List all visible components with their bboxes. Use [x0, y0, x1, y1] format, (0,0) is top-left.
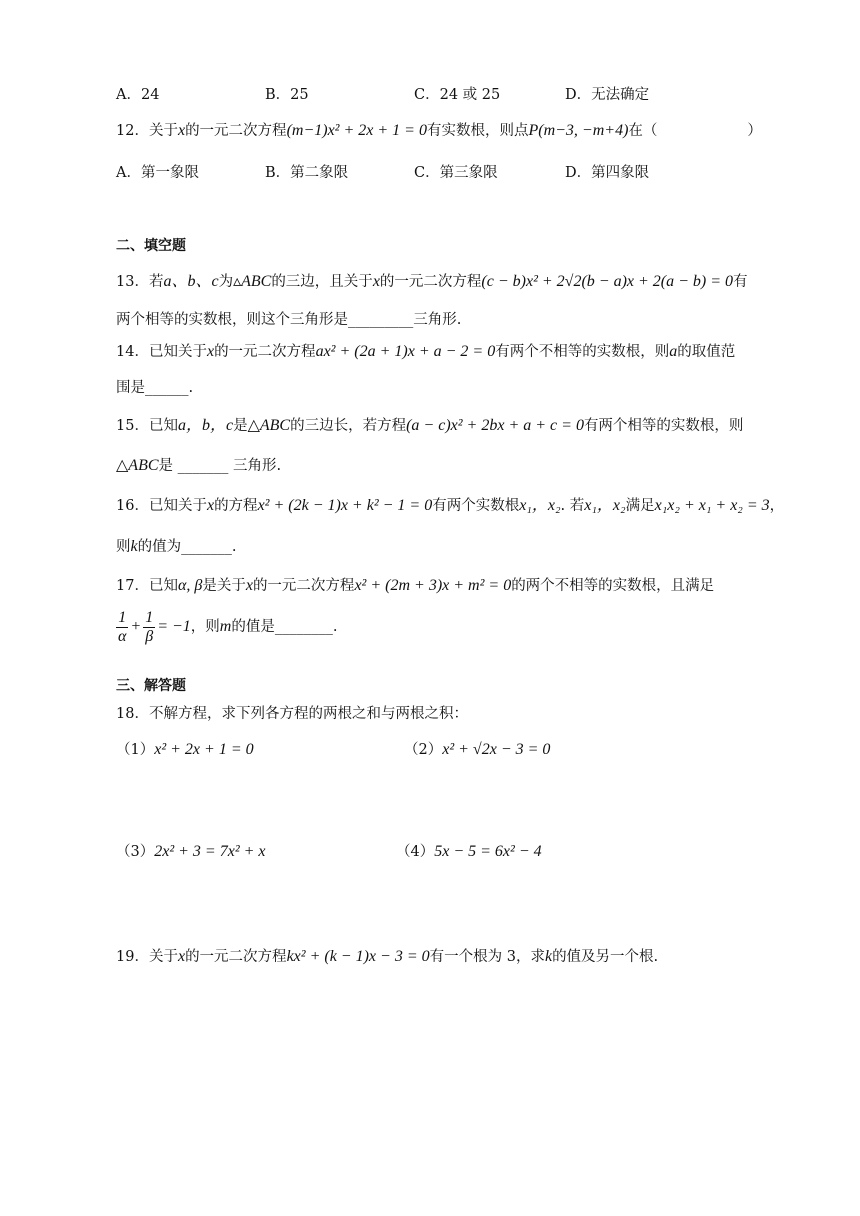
q19-lead: 19．关于 — [116, 949, 178, 965]
q15-tail: 有两个相等的实数根，则 — [583, 418, 744, 434]
q17-lead: 17．已知 — [116, 578, 178, 594]
q15-line2 — [116, 456, 281, 476]
q15-triangle: △ABC — [247, 417, 291, 434]
q17-line2 — [114, 608, 337, 646]
q19-mid1: 的一元二次方程 — [185, 949, 287, 965]
q16-roots: x₁，x₂ — [519, 497, 561, 514]
q14-var-x: x — [206, 343, 215, 360]
q16-roots2: x₁，x₂ — [584, 497, 626, 514]
q19-mid2: 有一个根为 3，求 — [429, 949, 545, 965]
q11-option-c: C．24 或 25 — [414, 87, 501, 103]
q12-option-b: B．第二象限 — [265, 165, 349, 181]
q19-equation: kx² + (k − 1)x − 3 = 0 — [286, 948, 430, 965]
q13-mid1: 为 — [218, 274, 234, 290]
q13-tail: 有 — [733, 274, 748, 290]
q14-mid2: 有两个不相等的实数根，则 — [495, 344, 670, 360]
section-fill-in-title: 二、填空题 — [116, 238, 186, 254]
q15-vars: a，b，c — [177, 417, 234, 434]
q14-var-a: a — [669, 343, 678, 360]
q17-fraction-alpha — [116, 609, 128, 646]
q16-line2-lead: 则 — [116, 539, 131, 555]
q13-triangle: ▵ABC — [233, 273, 272, 290]
q16-var-k: k — [130, 538, 138, 555]
q12-option-d: D．第四象限 — [565, 165, 650, 181]
q13-equation: (c − b)x² + 2√2(b − a)x + 2(a − b) = 0 — [481, 273, 734, 290]
q12-mid2: 有实数根，则点 — [426, 123, 529, 139]
section-answer-title: 三、解答题 — [116, 678, 186, 694]
q18-part2 — [404, 740, 550, 760]
q13-lead: 13．若 — [116, 274, 164, 290]
q12-lead: 12．关于 — [116, 123, 178, 139]
q16-line2 — [116, 537, 236, 557]
q15-mid2: 的三边长，若方程 — [290, 418, 407, 434]
q15-line2-text: 是 _______ 三角形. — [158, 458, 282, 474]
q16-line2-text: 的值为_______. — [137, 539, 237, 555]
q17-rhs: = −1 — [157, 618, 191, 635]
q17-plus: + — [130, 618, 142, 635]
q13-mid3: 的一元二次方程 — [379, 274, 482, 290]
q12-close-paren: ） — [747, 123, 762, 139]
q15-lead: 15．已知 — [116, 418, 178, 434]
q19-var-x: x — [177, 948, 186, 965]
q17-var-m: m — [219, 618, 232, 635]
q17-frac2-den: β — [145, 627, 154, 645]
q19-tail: 的值及另一个根. — [552, 949, 659, 965]
q17-frac1-den: α — [118, 627, 127, 645]
q16-mid1: 的方程 — [214, 498, 258, 514]
q16-lead: 16．已知关于 — [116, 498, 207, 514]
q17-mid2: 的一元二次方程 — [252, 578, 355, 594]
q17-equation: x² + (2m + 3)x + m² = 0 — [354, 577, 512, 594]
q16-line1 — [116, 496, 784, 516]
q12-option-a: A．第一象限 — [116, 165, 199, 181]
q16-mid4: 满足 — [625, 498, 655, 514]
q16-mid2: 有两个实数根 — [432, 498, 520, 514]
q12-var-x: x — [177, 122, 186, 139]
q12-point: P(m−3, −m+4) — [528, 122, 629, 139]
q11-option-b: B．25 — [265, 87, 309, 103]
q12-option-c: C．第三象限 — [414, 165, 498, 181]
q17-line1 — [116, 576, 714, 596]
q14-equation: ax² + (2a + 1)x + a − 2 = 0 — [315, 343, 496, 360]
q18-stem: 18．不解方程，求下列各方程的两根之和与两根之积： — [116, 706, 468, 722]
q13-line2: 两个相等的实数根，则这个三角形是_________三角形. — [116, 312, 462, 328]
q18-part2-label: （2） — [404, 742, 443, 758]
q13-vars: a、b、c — [163, 273, 219, 290]
q14-mid1: 的一元二次方程 — [214, 344, 316, 360]
q17-vars: α, β — [177, 577, 203, 594]
q13-mid2: 的三边，且关于 — [271, 274, 373, 290]
q16-equation: x² + (2k − 1)x + k² − 1 = 0 — [257, 497, 433, 514]
q13-var-x: x — [372, 273, 380, 290]
q16-var-x: x — [206, 497, 215, 514]
q18-part3 — [116, 842, 266, 862]
q16-mid3: . 若 — [560, 498, 585, 514]
q15-line1 — [116, 416, 743, 436]
q19-var-k: k — [544, 948, 553, 965]
q17-frac2-num: 1 — [145, 608, 154, 626]
q17-mid1: 是关于 — [202, 578, 246, 594]
q16-tail: ， — [769, 498, 785, 514]
q17-var-x: x — [245, 577, 253, 594]
q17-line2-text: 的值是________. — [231, 619, 338, 635]
q18-part4-label: （4） — [396, 844, 435, 860]
q18-part3-equation: 2x² + 3 = 7x² + x — [154, 843, 266, 860]
q19-stem — [116, 947, 658, 967]
q18-part1-label: （1） — [116, 742, 155, 758]
q12-tail: 在（ — [628, 123, 658, 139]
q17-frac1-num: 1 — [116, 609, 128, 628]
q17-tail: 的两个不相等的实数根，且满足 — [511, 578, 715, 594]
q18-part1 — [116, 740, 254, 760]
q15-mid1: 是 — [233, 418, 248, 434]
q14-line2: 围是______. — [116, 380, 194, 396]
q18-part3-label: （3） — [116, 844, 155, 860]
q14-line1 — [116, 342, 735, 362]
q17-line2-mid: ，则 — [190, 619, 220, 635]
q14-tail: 的取值范 — [677, 344, 736, 360]
q16-condition: x₁x₂ + x₁ + x₂ = 3 — [654, 497, 770, 514]
q12-mid1: 的一元二次方程 — [185, 123, 287, 139]
q11-option-a: A．24 — [116, 87, 160, 103]
q18-part2-equation: x² + √2x − 3 = 0 — [442, 741, 551, 758]
q15-line2-triangle: △ABC — [116, 457, 159, 474]
q18-part4 — [396, 842, 542, 862]
q18-part1-equation: x² + 2x + 1 = 0 — [154, 741, 254, 758]
q14-lead: 14．已知关于 — [116, 344, 207, 360]
q18-part4-equation: 5x − 5 = 6x² − 4 — [434, 843, 542, 860]
q17-fraction-beta — [143, 609, 155, 646]
q15-equation: (a − c)x² + 2bx + a + c = 0 — [406, 417, 584, 434]
q12-equation: (m−1)x² + 2x + 1 = 0 — [286, 122, 427, 139]
q11-option-d: D．无法确定 — [565, 87, 650, 103]
q13-line1 — [116, 272, 748, 292]
q12-stem — [116, 121, 762, 141]
